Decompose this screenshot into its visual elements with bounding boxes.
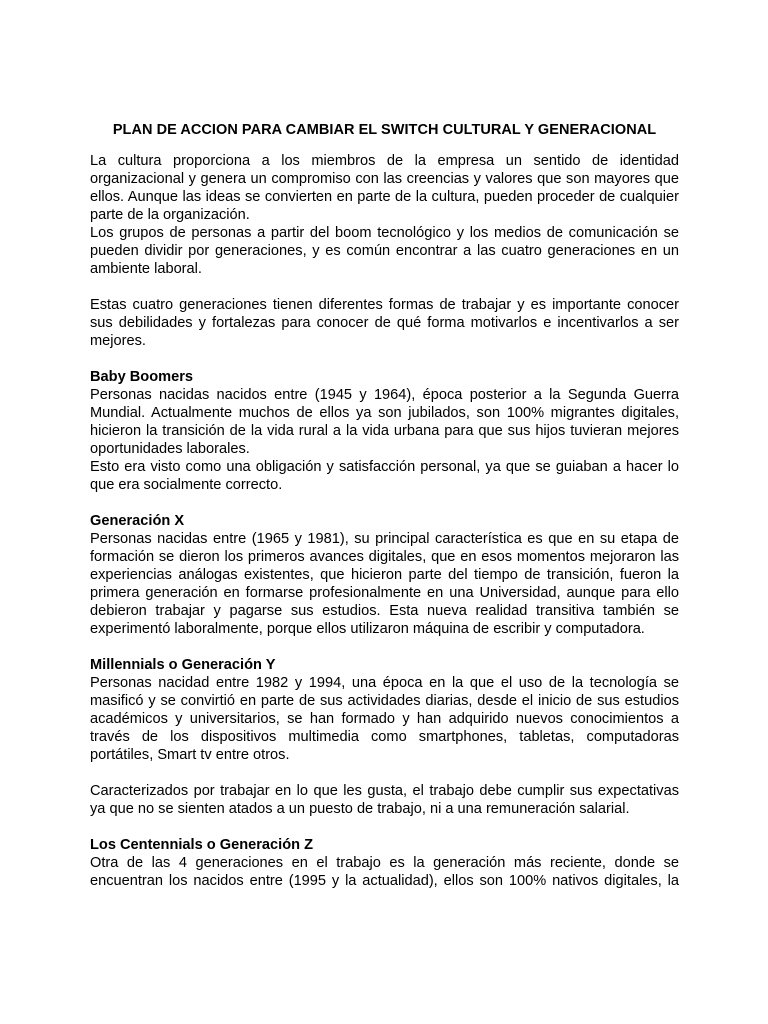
baby-boomers-paragraph-1: Personas nacidas nacidos entre (1945 y 1964), época posterior a la Segunda Guerra Mundial. Actualmente muchos de ellos ya son jubilados, son 100% migrantes digitales, hicieron la transición de la vida rural a la vida urbana para que sus hijos tuvieran mejores oportunidades laborales. <box>90 387 679 457</box>
section-heading-centennials: Los Centennials o Generación Z <box>90 837 314 853</box>
paragraph-spacer <box>90 350 679 368</box>
millennials-paragraph-1: Personas nacidad entre 1982 y 1994, una época en la que el uso de la tecnología se masificó y se convirtió en parte de sus actividades diarias, desde el inicio de sus estudios académicos y universitarios, se han formado y han adquirido nuevos conocimientos a través de los dispositivos multimedia como smartphones, tabletas, computadoras portátiles, Smart tv entre otros. <box>90 675 679 763</box>
generacion-x-paragraph-1: Personas nacidas entre (1965 y 1981), su principal característica es que en su etapa de formación se dieron los primeros avances digitales, que en esos momentos mejoraron las experiencias análogas existentes, que hicieron parte del tiempo de transición, fueron la primera generación en formarse profesionalmente en una Universidad, aunque para ello debieron trabajar y pagarse sus estudios. Esta nueva realidad transitiva también se experimentó laboralmente, porque ellos utilizaron máquina de escribir y computadora. <box>90 531 679 637</box>
paragraph-spacer <box>90 638 679 656</box>
document-title: PLAN DE ACCION PARA CAMBIAR EL SWITCH CULTURAL Y GENERACIONAL <box>112 122 657 138</box>
intro-paragraph-2: Los grupos de personas a partir del boom tecnológico y los medios de comunicación se pueden dividir por generaciones, y es común encontrar a las cuatro generaciones en un ambiente laboral. <box>90 225 679 277</box>
section-heading-baby-boomers: Baby Boomers <box>90 369 193 385</box>
paragraph-spacer <box>90 278 679 296</box>
baby-boomers-paragraph-2: Esto era visto como una obligación y satisfacción personal, ya que se guiaban a hacer lo que era socialmente correcto. <box>90 459 679 493</box>
centennials-paragraph-1: Otra de las 4 generaciones en el trabajo es la generación más reciente, donde se encuentran los nacidos entre (1995 y la actualidad), ellos son 100% nativos digitales, la <box>90 855 679 889</box>
paragraph-spacer <box>90 494 679 512</box>
paragraph-spacer <box>90 818 679 836</box>
section-heading-millennials: Millennials o Generación Y <box>90 657 276 673</box>
section-heading-generacion-x: Generación X <box>90 513 185 529</box>
paragraph-spacer <box>90 764 679 782</box>
millennials-paragraph-2: Caracterizados por trabajar en lo que les gusta, el trabajo debe cumplir sus expectativas ya que no se sienten atados a un puesto de trabajo, ni a una remuneración salarial. <box>90 783 679 817</box>
intro-paragraph-3: Estas cuatro generaciones tienen diferentes formas de trabajar y es importante conocer sus debilidades y fortalezas para conocer de qué forma motivarlos e incentivarlos a ser mejores. <box>90 297 679 349</box>
intro-paragraph-1: La cultura proporciona a los miembros de la empresa un sentido de identidad organizacional y genera un compromiso con las creencias y valores que son mayores que ellos. Aunque las ideas se convierten en parte de la cultura, pueden proceder de cualquier parte de la organización. <box>90 153 679 223</box>
